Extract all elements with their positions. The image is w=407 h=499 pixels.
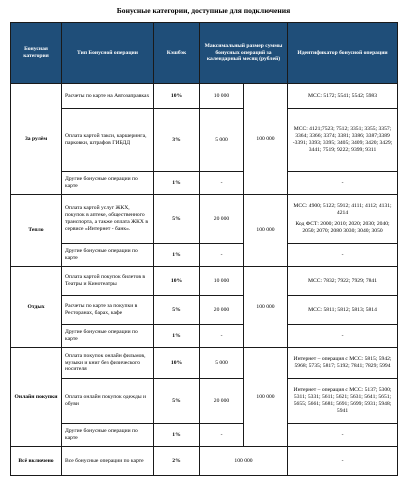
operation-cell: Расчеты по карте за покупки в Ресторанах, барах, кафе bbox=[62, 296, 154, 325]
limit-cell: - bbox=[200, 172, 244, 195]
limit-cell: 5 000 bbox=[200, 348, 244, 379]
total-limit-cell: 100 000 bbox=[244, 348, 288, 447]
operation-cell: Оплата покупок онлайн фильмов, музыки и книг без физического носителя bbox=[62, 348, 154, 379]
mcc-cell: MCC: 4121;7523; 7512; 3351; 3355; 3357; 3364; 3366; 3374; 3381; 3386; 3387;3389 -3391; 3393; 3395; 3405; 3409; 3420; 3429; 3441; 7519; 9222; 9399; 9311 bbox=[288, 109, 398, 172]
header-mcc-id: Идентификатор бонусной операции bbox=[288, 23, 398, 84]
table-row bbox=[11, 379, 398, 424]
operation-cell: Оплата картой услуг ЖКХ, покупок в аптеке, общественного транспорта, а также оплата ЖКХ в сервисе «Интернет - банк». bbox=[62, 195, 154, 244]
mcc-cell: - bbox=[288, 244, 398, 267]
mcc-cell: MCC: 5811; 5812; 5813; 5814 bbox=[288, 296, 398, 325]
mcc-cell: Интернет – операция с MCC: 5137; 5300; 5311; 5331; 5611; 5621; 5631; 5641; 5651; 5655; 5661; 5681; 5691; 5699; 5931; 5948; 5941 bbox=[288, 379, 398, 424]
mcc-cell: - bbox=[288, 447, 398, 476]
header-operation-type: Тип Бонусной операции bbox=[62, 23, 154, 84]
table-row bbox=[11, 172, 398, 195]
cashback-cell: 5% bbox=[154, 296, 200, 325]
cashback-cell: 10% bbox=[154, 267, 200, 296]
limit-cell: - bbox=[200, 244, 244, 267]
operation-cell: Другие бонусные операции по карте bbox=[62, 424, 154, 447]
category-cell: Отдых bbox=[11, 267, 62, 348]
limit-cell: - bbox=[200, 325, 244, 348]
limit-cell: 20 000 bbox=[200, 379, 244, 424]
mcc-codes: MCC: 4900; 5122; 5912; 4111; 4112; 4131; 4214 bbox=[293, 203, 392, 217]
operation-cell: Другие бонусные операции по карте bbox=[62, 325, 154, 348]
table-header-row bbox=[11, 23, 398, 84]
limit-cell: 20 000 bbox=[200, 195, 244, 244]
table-row bbox=[11, 109, 398, 172]
cashback-cell: 1% bbox=[154, 172, 200, 195]
table-row bbox=[11, 296, 398, 325]
cashback-cell: 2% bbox=[154, 447, 200, 476]
category-cell: Тепло bbox=[11, 195, 62, 267]
document-title: Бонусные категории, доступные для подключения bbox=[116, 6, 291, 15]
cashback-cell: 3% bbox=[154, 109, 200, 172]
table-row bbox=[11, 424, 398, 447]
table-row bbox=[11, 195, 398, 244]
mcc-cell: MCC: 5172; 5541; 5542; 5983 bbox=[288, 84, 398, 109]
mcc-cell: Интернет – операция с MCC: 5815; 5942; 5968; 5735; 5817; 5192; 7841; 7829; 5994 bbox=[288, 348, 398, 379]
operation-cell: Оплата картой такси, каршеринга, парковки, штрафов ГИБДД bbox=[62, 109, 154, 172]
cashback-cell: 1% bbox=[154, 325, 200, 348]
cashback-cell: 10% bbox=[154, 84, 200, 109]
mcc-cell: - bbox=[288, 172, 398, 195]
mcc-cell bbox=[288, 195, 398, 244]
total-limit-cell: 100 000 bbox=[244, 267, 288, 348]
header-cashback: Кэшбэк bbox=[154, 23, 200, 84]
operation-cell: Оплата картой покупок билетов в Театры и Кинотеатры bbox=[62, 267, 154, 296]
limit-cell: 20 000 bbox=[200, 296, 244, 325]
category-cell: За рулём bbox=[11, 84, 62, 195]
fst-codes: Код ФСТ: 2000; 2010; 2020; 2030; 2040; 2050; 2070; 2080 3030; 3040; 3050 bbox=[295, 221, 390, 234]
mcc-cell: MCC: 7832; 7922; 7929; 7841 bbox=[288, 267, 398, 296]
category-cell: Онлайн покупки bbox=[11, 348, 62, 447]
table-row bbox=[11, 325, 398, 348]
cashback-cell: 10% bbox=[154, 348, 200, 379]
total-limit-cell: 100 000 bbox=[200, 447, 288, 476]
total-limit-cell: 100 000 bbox=[244, 195, 288, 267]
limit-cell: 5 000 bbox=[200, 109, 244, 172]
table-row bbox=[11, 348, 398, 379]
table-row bbox=[11, 267, 398, 296]
cashback-cell: 5% bbox=[154, 379, 200, 424]
table-row bbox=[11, 447, 398, 476]
operation-cell: Другие бонусные операции по карте bbox=[62, 244, 154, 267]
mcc-cell: - bbox=[288, 424, 398, 447]
cashback-cell: 1% bbox=[154, 424, 200, 447]
category-cell: Всё включено bbox=[11, 447, 62, 476]
bonus-categories-table bbox=[10, 22, 398, 476]
table-row bbox=[11, 84, 398, 109]
cashback-cell: 1% bbox=[154, 244, 200, 267]
header-category: Бонусная категория bbox=[11, 23, 62, 84]
total-limit-cell: 100 000 bbox=[244, 84, 288, 195]
cashback-cell: 5% bbox=[154, 195, 200, 244]
operation-cell: Другие бонусные операции по карте bbox=[62, 172, 154, 195]
limit-cell: - bbox=[200, 424, 244, 447]
header-max-sum: Максимальный размер суммы бонусных операций за календарный месяц (рублей) bbox=[200, 23, 288, 84]
table-row bbox=[11, 244, 398, 267]
mcc-cell: - bbox=[288, 325, 398, 348]
operation-cell: Расчеты по карте на Автозаправках bbox=[62, 84, 154, 109]
operation-cell: Все бонусные операции по карте bbox=[62, 447, 154, 476]
operation-cell: Оплата онлайн покупок одежды и обуви bbox=[62, 379, 154, 424]
limit-cell: 10 000 bbox=[200, 267, 244, 296]
limit-cell: 10 000 bbox=[200, 84, 244, 109]
